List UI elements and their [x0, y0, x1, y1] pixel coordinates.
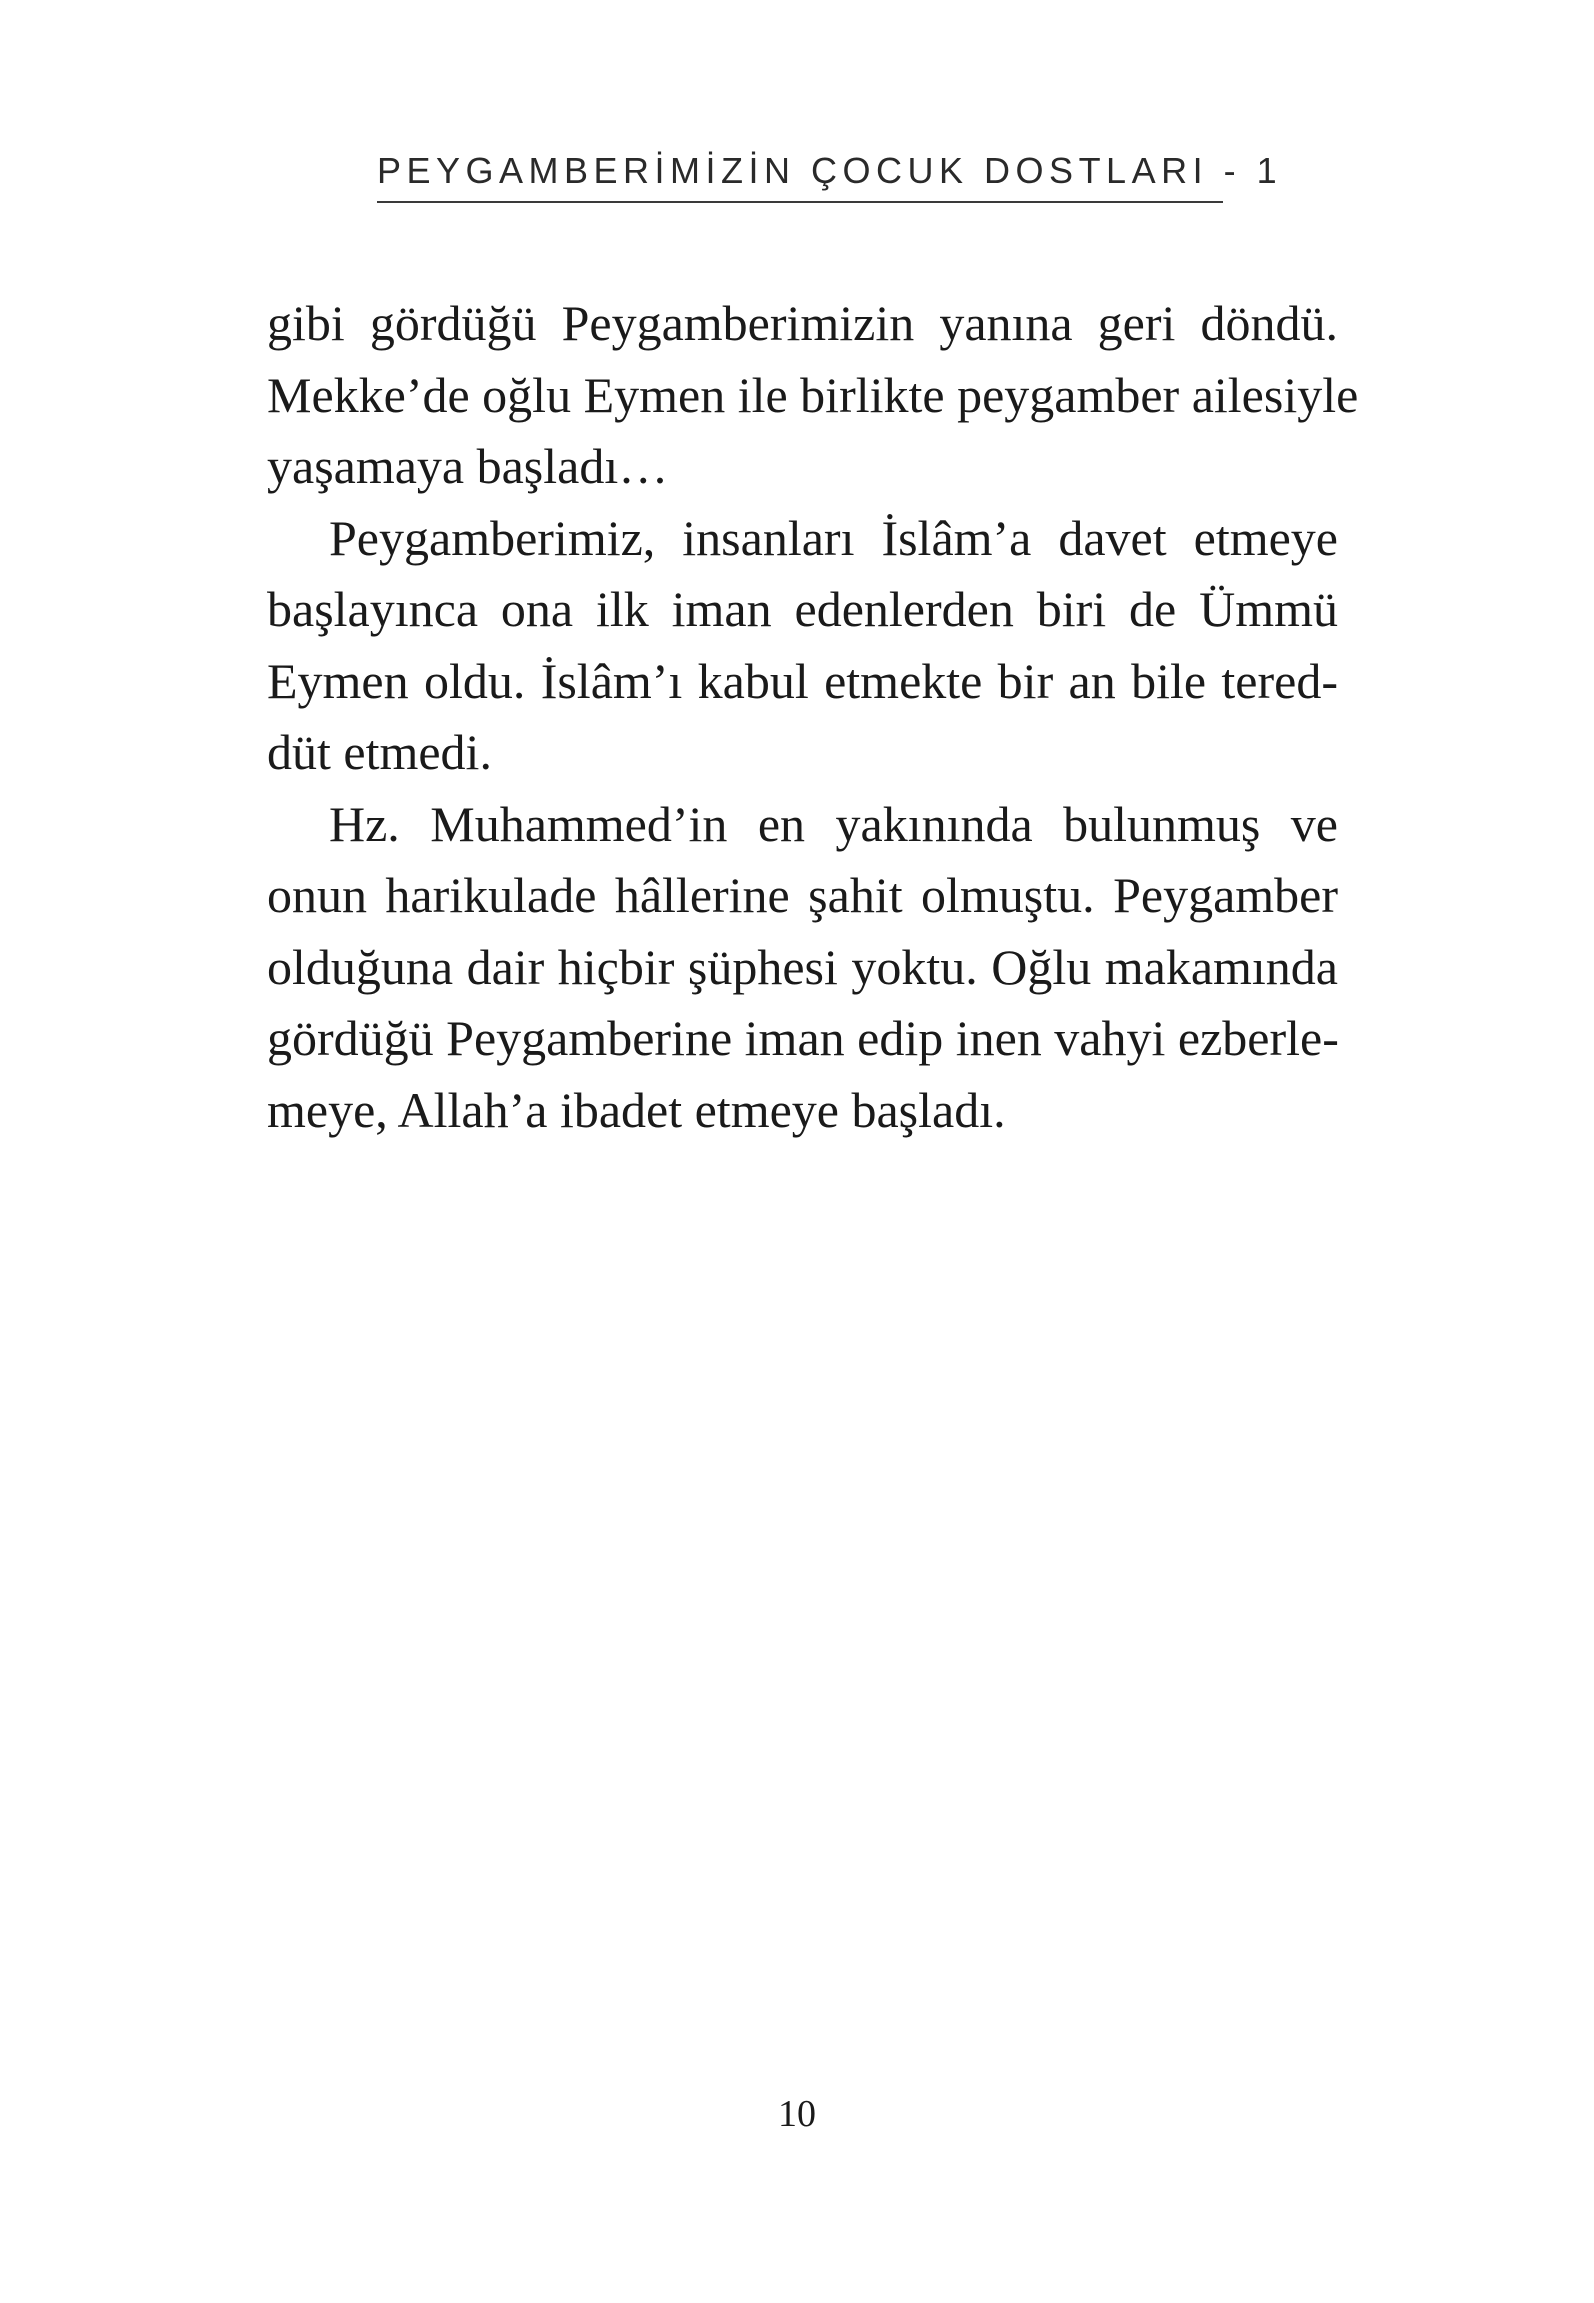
page-number: 10 — [778, 2093, 816, 2135]
text-line: Eymen oldu. İslâm’ı kabul etmekte bir an bile tered- — [267, 652, 1338, 709]
text-line: düt etmedi. — [267, 724, 492, 780]
paragraph — [267, 288, 1359, 503]
text-line: başlayınca ona ilk iman edenlerden biri de Ümmü — [267, 581, 1338, 637]
text-line: Hz. Muhammed’in en yakınında bulunmuş ve — [329, 795, 1338, 852]
text-line: gördüğü Peygamberine iman edip inen vahyi ezberle- — [267, 1010, 1339, 1066]
text-line: onun harikulade hâllerine şahit olmuştu. Peygamber — [267, 867, 1338, 923]
running-header-title: PEYGAMBERİMİZİN ÇOCUK DOSTLARI - 1 — [377, 150, 1283, 191]
paragraph — [267, 503, 1338, 789]
text-line: Peygamberimiz, insanları İslâm’a davet etmeye — [329, 509, 1338, 566]
text-line: meye, Allah’a ibadet etmeye başladı. — [267, 1081, 1006, 1138]
text-line: olduğuna dair hiçbir şüphesi yoktu. Oğlu makamında — [267, 938, 1338, 995]
text-line: gibi gördüğü Peygamberimizin yanına geri döndü. — [267, 295, 1338, 351]
text-line: Mekke’de oğlu Eymen ile birlikte peygamber ailesiyle — [267, 366, 1359, 423]
header-rule — [377, 201, 1223, 203]
body-text — [267, 288, 1359, 1146]
text-line: yaşamaya başladı… — [267, 438, 669, 494]
paragraph — [267, 789, 1338, 1147]
